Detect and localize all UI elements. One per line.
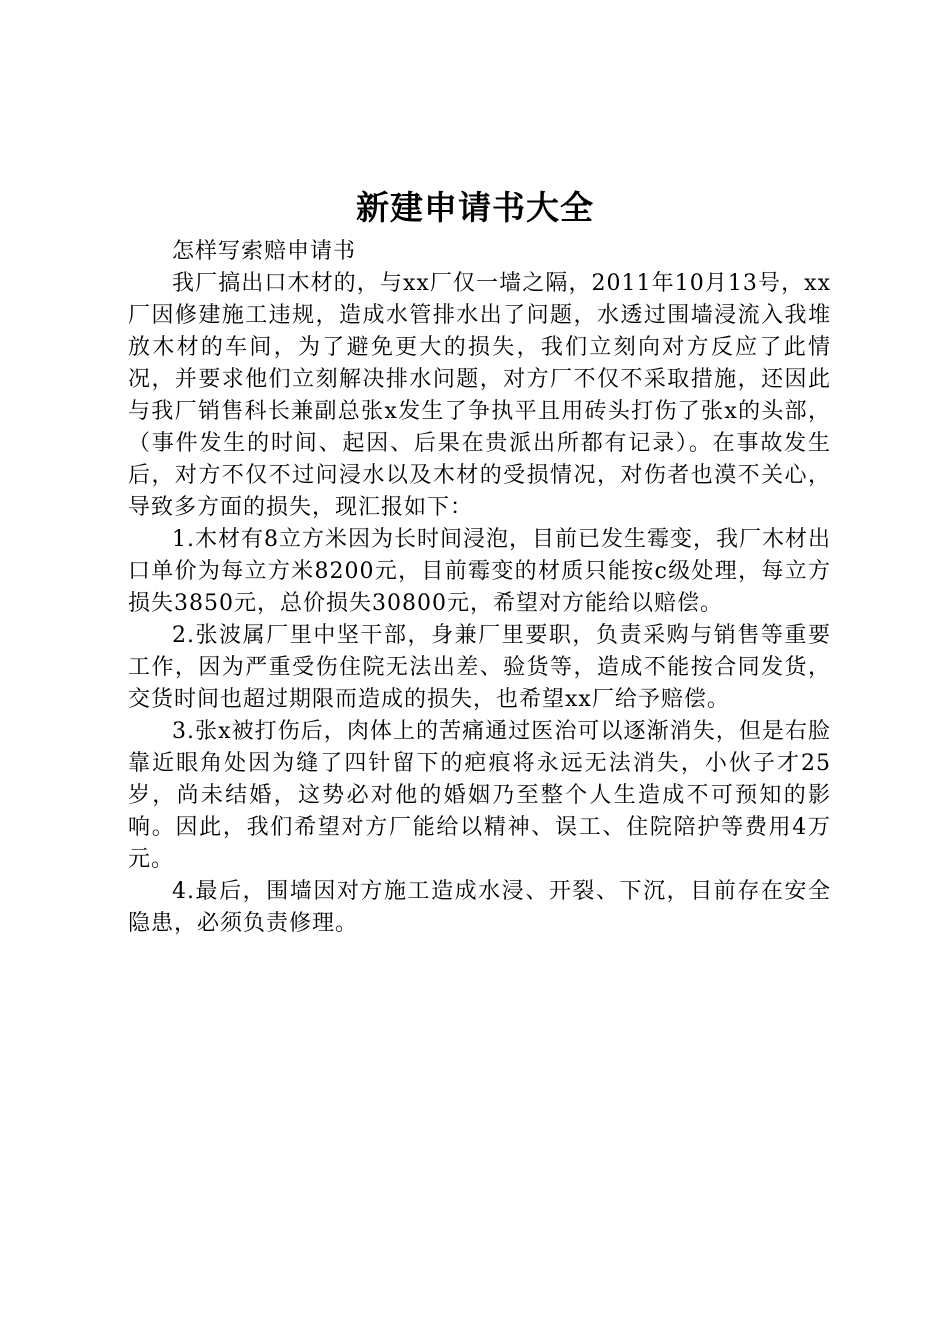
document-body (128, 236, 831, 940)
document-subtitle: 怎样写索赔申请书 (172, 239, 357, 264)
paragraph-item-1: 1.木材有8立方米因为长时间浸泡，目前已发生霉变，我厂木材出口单价为每立方米8200元，目前霉变的材质只能按c级处理，每立方损失3850元，总价损失30800元，希望对方能给以赔偿。 (128, 527, 831, 616)
paragraph-item-4: 4.最后，围墙因对方施工造成水浸、开裂、下沉，目前存在安全隐患，必须负责修理。 (128, 879, 831, 936)
paragraph-item-3: 3.张x被打伤后，肉体上的苦痛通过医治可以逐渐消失，但是右脸靠近眼角处因为缝了四针留下的疤痕将永远无法消失，小伙子才25岁，尚未结婚，这势必对他的婚姻乃至整个人生造成不可预知的影响。因此，我们希望对方厂能给以精神、误工、住院陪护等费用4万元。 (128, 719, 831, 872)
document-title: 新建申请书大全 (356, 188, 594, 227)
paragraph-intro: 我厂搞出口木材的，与xx厂仅一墙之隔，2011年10月13号，xx厂因修建施工违规，造成水管排水出了问题，水透过围墙浸流入我堆放木材的车间，为了避免更大的损失，我们立刻向对方反应了此情况，并要求他们立刻解决排水问题，对方厂不仅不采取措施，还因此与我厂销售科长兼副总张x发生了争执平且用砖头打伤了张x的头部，（事件发生的时间、起因、后果在贵派出所都有记录）。在事故发生后，对方不仅不过问浸水以及木材的受损情况，对伤者也漠不关心，导致多方面的损失，现汇报如下： (128, 271, 831, 520)
paragraph-item-2: 2.张波属厂里中坚干部，身兼厂里要职，负责采购与销售等重要工作，因为严重受伤住院无法出差、验货等，造成不能按合同发货，交货时间也超过期限而造成的损失，也希望xx厂给予赔偿。 (128, 623, 831, 712)
